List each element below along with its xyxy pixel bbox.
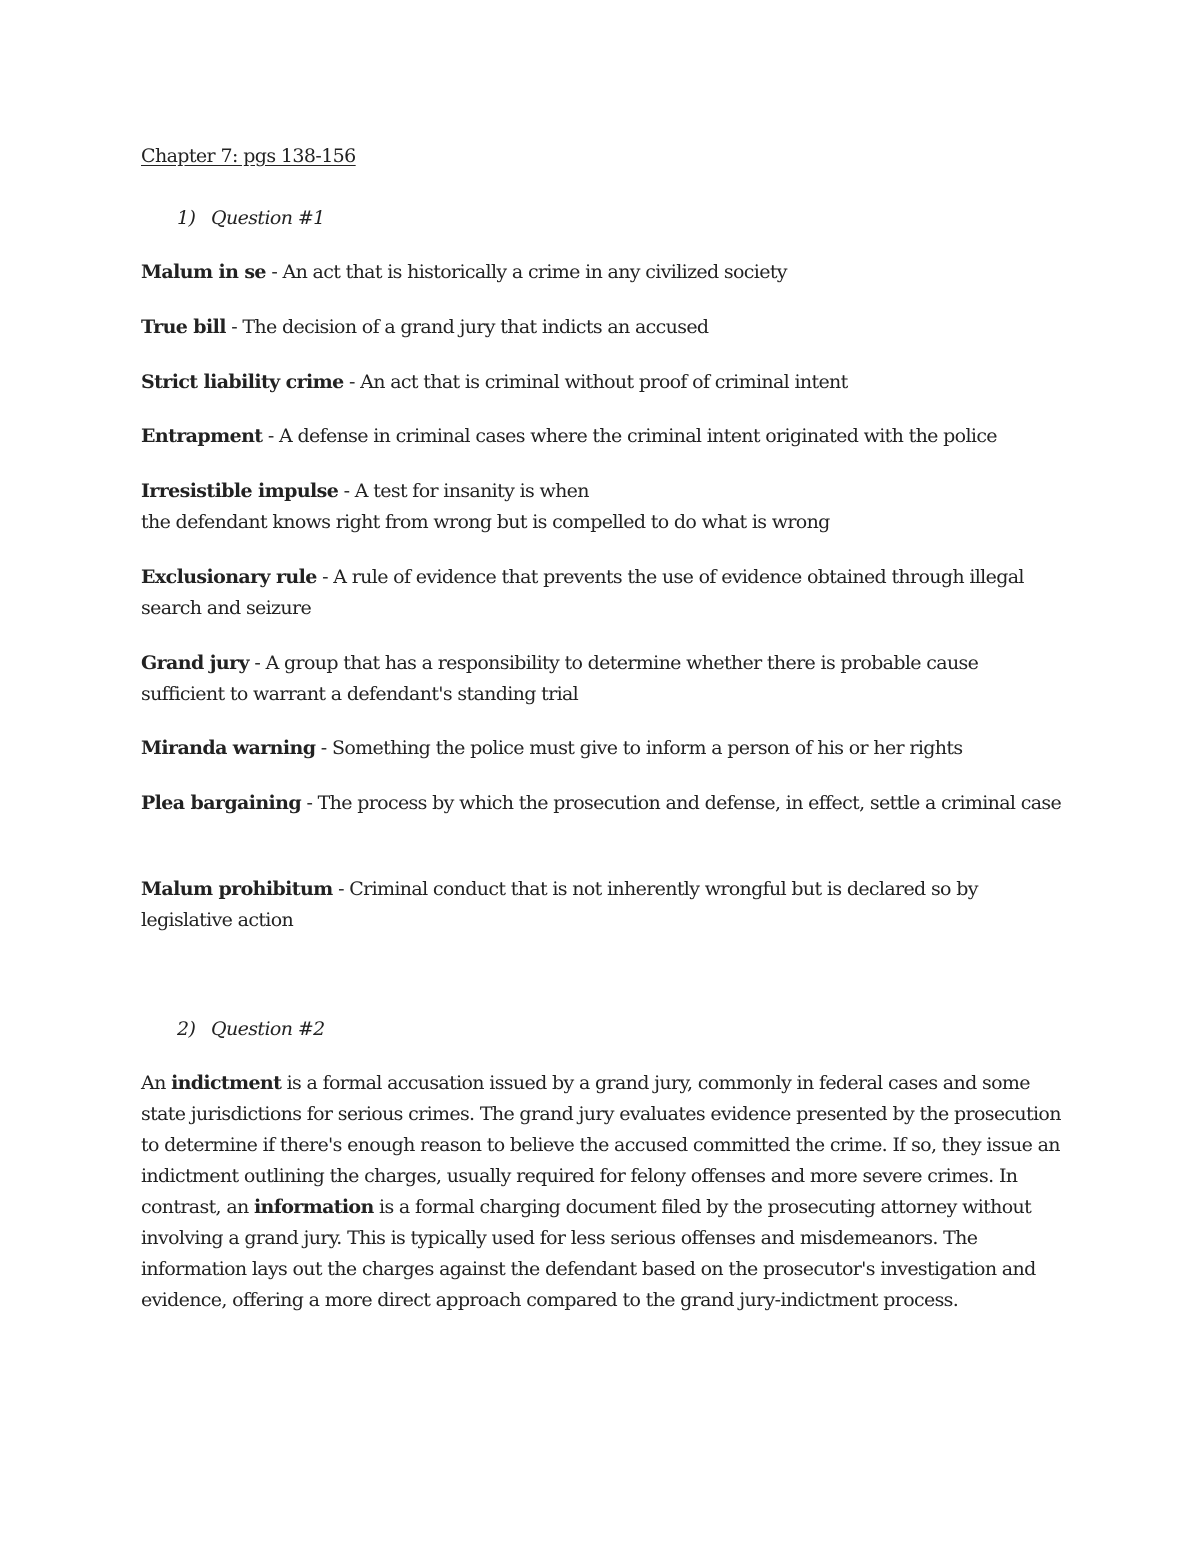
term-name: Irresistible impulse	[141, 480, 339, 502]
term-definition: An act that is criminal without proof of criminal intent	[360, 371, 848, 393]
term-definition: Criminal conduct that is not inherently wrongful but is declared so by legislative action	[141, 878, 978, 931]
term-separator: -	[343, 371, 361, 393]
term-name: Entrapment	[141, 425, 263, 447]
term-separator: -	[262, 425, 280, 447]
term-entry	[141, 421, 1066, 452]
term-definition: A defense in criminal cases where the criminal intent originated with the police	[279, 425, 997, 447]
term-definition: A test for insanity is when	[354, 480, 589, 502]
term-name: Grand jury	[141, 652, 250, 674]
question-2-title: Question #2	[211, 1018, 325, 1040]
term-name: Exclusionary rule	[141, 566, 317, 588]
term-separator: -	[225, 316, 243, 338]
term-entry	[141, 648, 1066, 710]
term-definition: Something the police must give to inform a person of his or her rights	[331, 737, 963, 759]
answer-text: An	[141, 1072, 172, 1094]
answer-text: is a formal charging document filed by the prosecuting attorney without involving a grand jury. This is typically used for less serious offenses and misdemeanors. The information lays out the charges against the defendant based on the prosecutor's investigation and evidence, offering a more direct approach compared to the grand jury-indictment process.	[141, 1196, 1036, 1311]
chapter-heading: Chapter 7: pgs 138-156	[141, 145, 356, 167]
term-definition: A group that has a responsibility to determine whether there is probable cause sufficient to warrant a defendant's standing trial	[141, 652, 979, 705]
term-entry	[141, 874, 1066, 936]
term-separator: -	[316, 566, 334, 588]
term-separator: -	[338, 480, 355, 502]
term-definition: A rule of evidence that prevents the use of evidence obtained through illegal search and seizure	[141, 566, 1024, 619]
term-name: Malum prohibitum	[141, 878, 333, 900]
term-entry	[141, 788, 1066, 819]
answer-term-information: information	[253, 1196, 374, 1218]
question-1-number: 1)	[177, 207, 196, 229]
term-definition: An act that is historically a crime in any civilized society	[282, 261, 787, 283]
term-entry	[141, 476, 1066, 538]
answer-term-indictment: indictment	[171, 1072, 282, 1094]
term-entry	[141, 257, 1066, 288]
term-name: Plea bargaining	[141, 792, 302, 814]
term-entry	[141, 562, 1066, 624]
answer-text: is a formal accusation issued by a grand jury, commonly in federal cases and some state jurisdictions for serious crimes. The grand jury evaluates evidence presented by the prosecution to determine if there's enough reason to believe the accused committed the crime. If so, they issue an indictment outlining the charges, usually required for felony offenses and more severe crimes. In contrast, an	[141, 1072, 1061, 1218]
term-name: Malum in se	[141, 261, 266, 283]
question-2-number: 2)	[177, 1018, 196, 1040]
term-entry	[141, 367, 1066, 398]
term-name: Miranda warning	[141, 737, 316, 759]
term-separator: -	[265, 261, 283, 283]
term-entry	[141, 312, 1066, 343]
question-1-label	[177, 205, 325, 231]
term-definition: The decision of a grand jury that indicts an accused	[242, 316, 709, 338]
term-name: Strict liability crime	[141, 371, 344, 393]
term-definition: The process by which the prosecution and defense, in effect, settle a criminal case	[317, 792, 1062, 814]
question-1-title: Question #1	[211, 207, 325, 229]
question-2-answer	[141, 1068, 1066, 1316]
question-2-label	[177, 1016, 325, 1042]
term-separator: -	[332, 878, 350, 900]
term-definition-continued: the defendant knows right from wrong but is compelled to do what is wrong	[141, 511, 830, 533]
term-name: True bill	[141, 316, 226, 338]
term-separator: -	[301, 792, 318, 814]
term-separator: -	[315, 737, 332, 759]
term-entry	[141, 733, 1066, 764]
term-separator: -	[249, 652, 266, 674]
